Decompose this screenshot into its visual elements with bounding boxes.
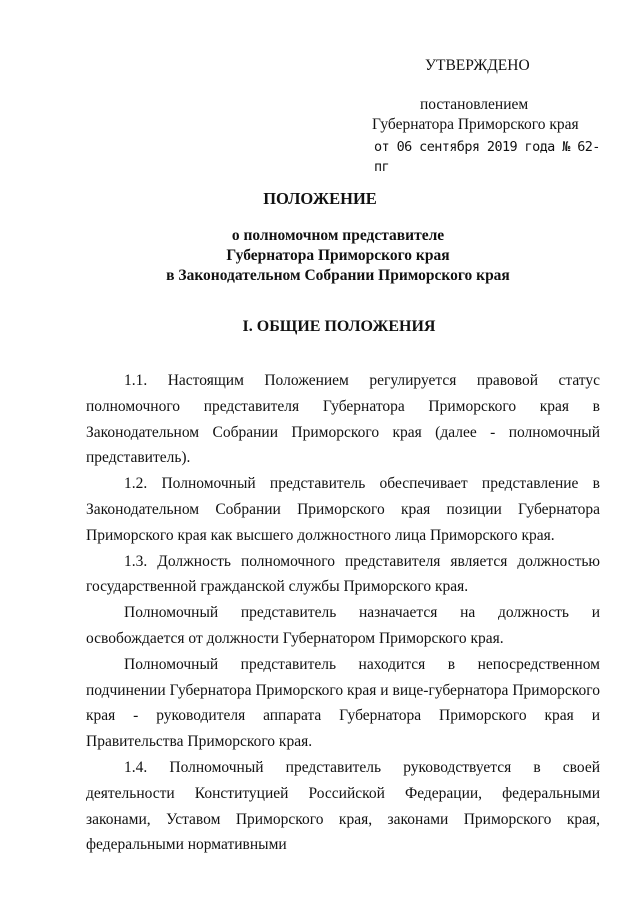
approval-stamp	[372, 56, 612, 177]
subtitle-line: в Законодательном Собрании Приморского края	[166, 267, 510, 284]
section-title: I. ОБЩИЕ ПОЛОЖЕНИЯ	[242, 318, 436, 335]
paragraph: 1.4. Полномочный представитель руководствуется в своей деятельности Конституцией Российской Федерации, федеральными законами, Уставом Приморского края, законами Приморского края, федеральными нормативными	[86, 758, 600, 854]
paragraph: Полномочный представитель назначается на должность и освобождается от должности Губернатором Приморского края.	[86, 604, 600, 647]
paragraph: Полномочный представитель находится в непосредственном подчинении Губернатора Приморского края и вице-губернатора Приморского края - руководителя аппарата Губернатора Приморского края и Правительства Приморского края.	[86, 655, 600, 751]
approval-line-date-number: от 06 сентября 2019 года № 62-пг	[374, 139, 600, 175]
approval-line-resolution: постановлением	[420, 96, 529, 113]
paragraph: 1.2. Полномочный представитель обеспечивает представление в Законодательном Собрании Приморского края позиции Губернатора Приморского края как высшего должностного лица Приморского края.	[86, 475, 600, 544]
document-body	[86, 368, 600, 858]
paragraph: 1.3. Должность полномочного представителя является должностью государственной гражданской службы Приморского края.	[86, 552, 600, 596]
subtitle-line: о полномочном представителе	[231, 227, 445, 244]
subtitle-line: Губернатора Приморского края	[226, 247, 450, 264]
document-subtitle	[0, 226, 640, 286]
paragraph: 1.1. Настоящим Положением регулируется правовой статус полномочного представителя Губернатора Приморского края в Законодательном Собрании Приморского края (далее - полномочный представитель).	[86, 372, 600, 467]
approval-line-governor: Губернатора Приморского края	[372, 116, 579, 133]
approval-title: УТВЕРЖДЕНО	[425, 57, 530, 74]
document-title: ПОЛОЖЕНИЕ	[263, 189, 377, 208]
